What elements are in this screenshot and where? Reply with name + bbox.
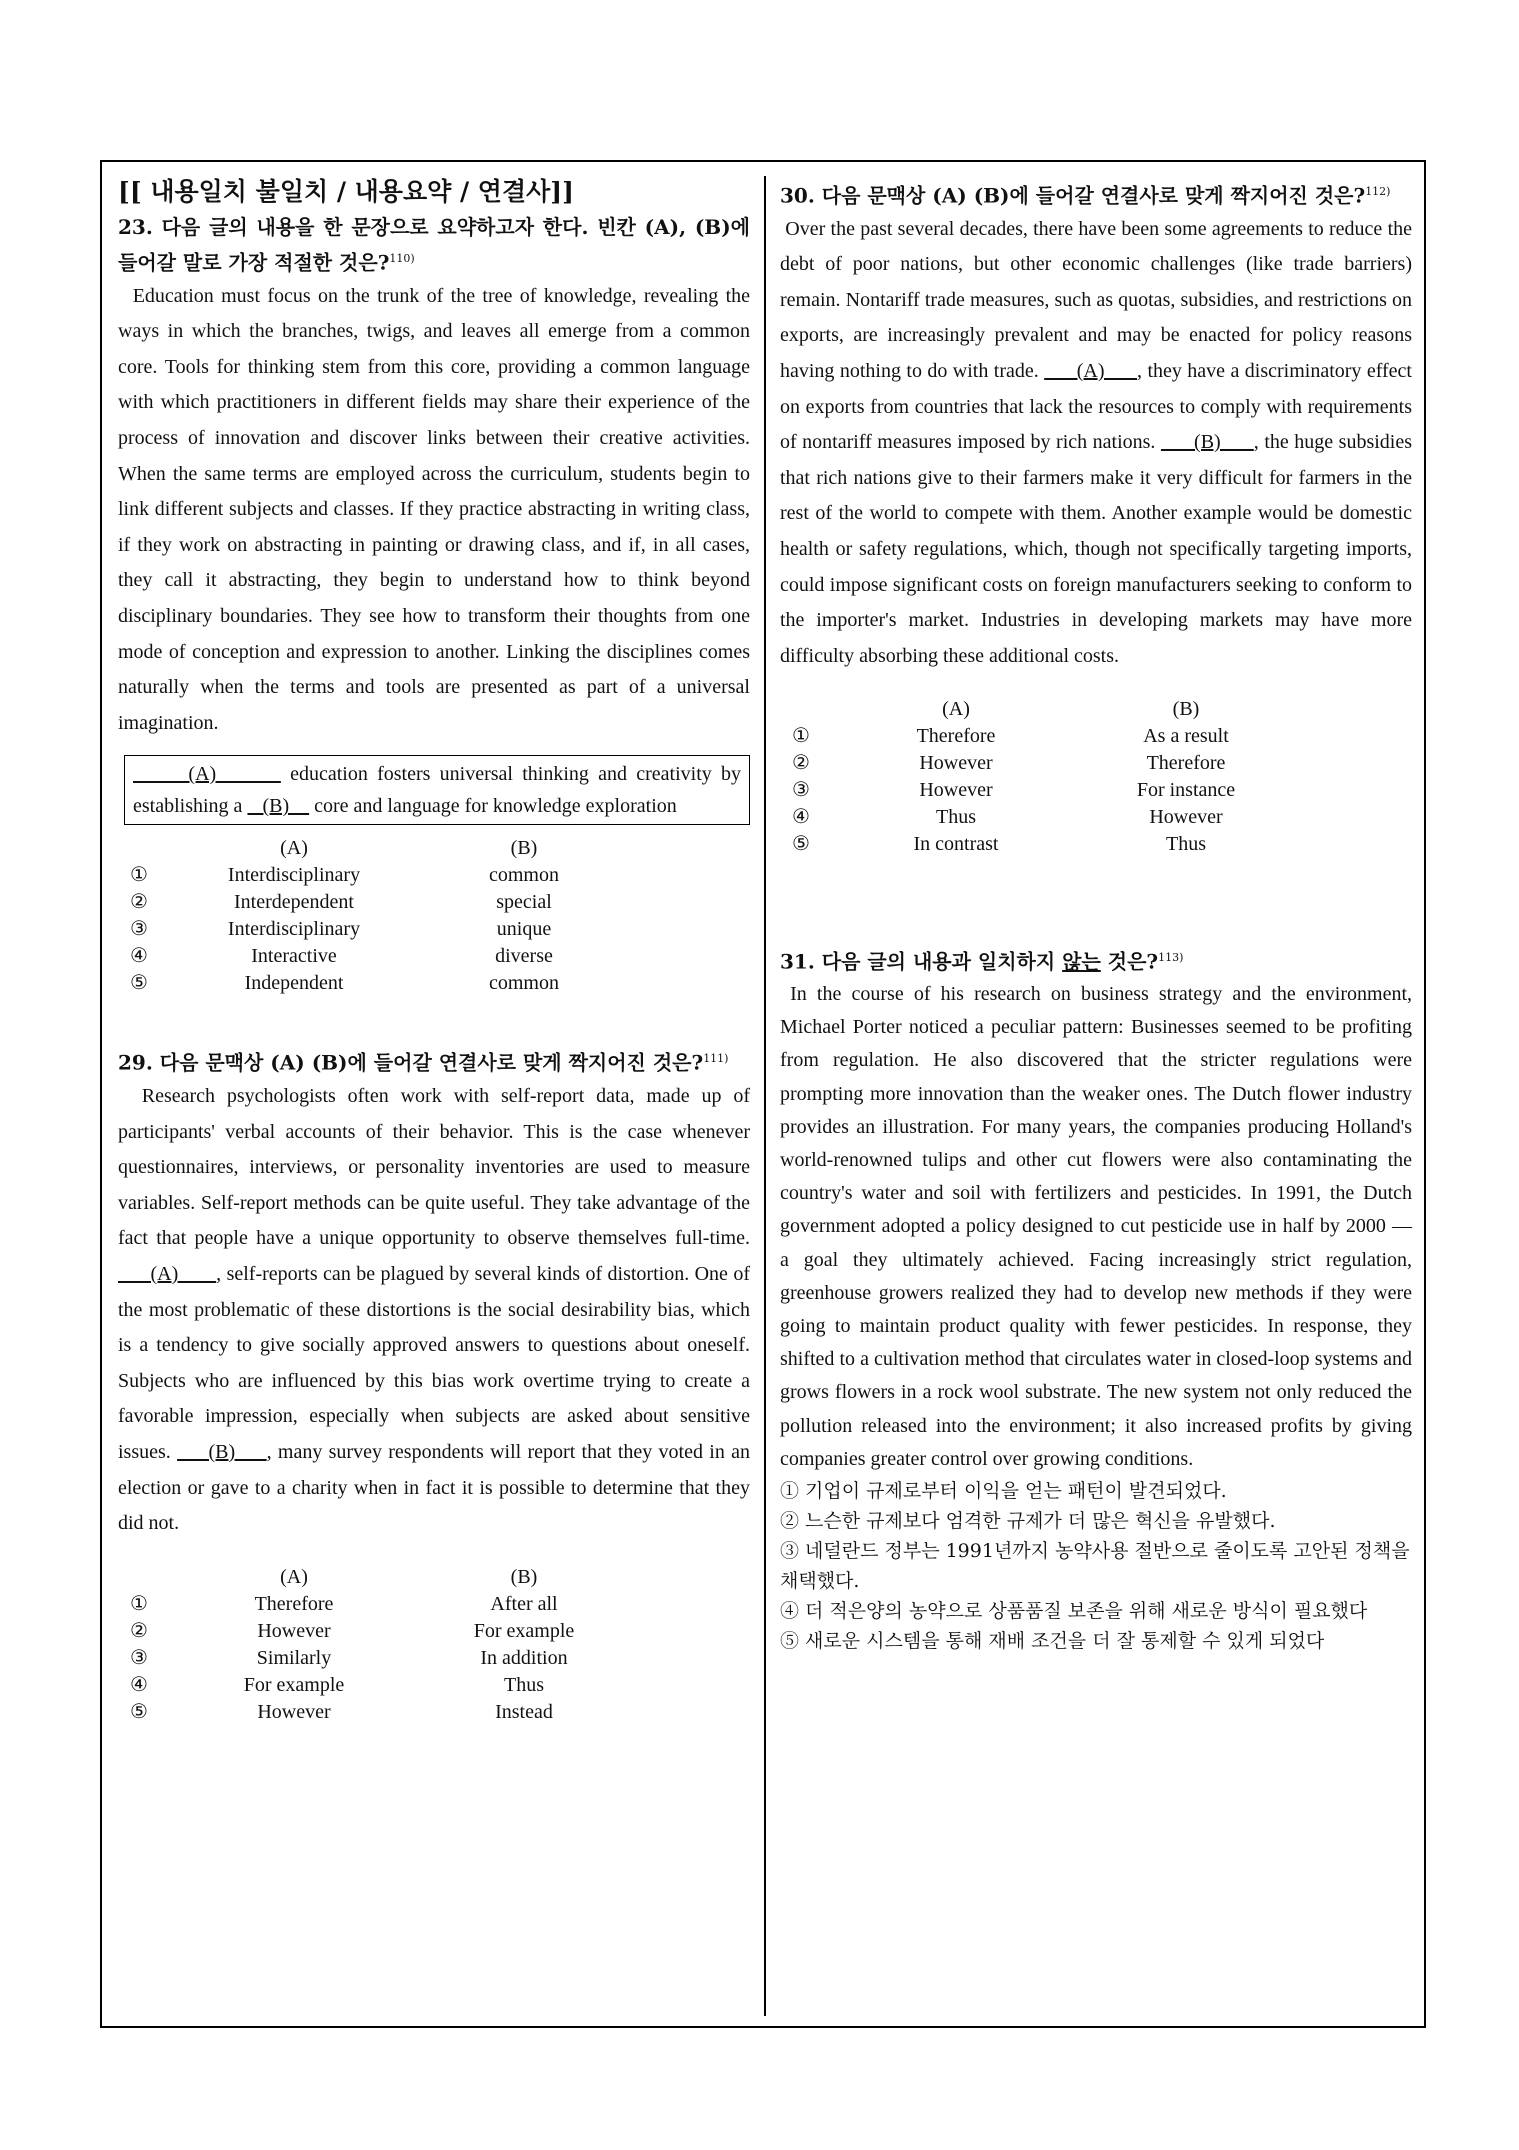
- summary-box: (A) education fosters universal thinking and creativity by establishing a (B) core and language for knowledge exploration: [124, 755, 750, 825]
- question-23-title: 23. 다음 글의 내용을 한 문장으로 요약하고자 한다. 빈칸 (A), (B)에 들어갈 말로 가장 적절한 것은?$^{110)}$: [118, 215, 750, 275]
- answer-option-1[interactable]: ① 기업이 규제로부터 이익을 얻는 패턴이 발견되었다.: [780, 1480, 1227, 1503]
- footnote-marker: 110): [389, 252, 415, 265]
- blank-a: (A): [133, 763, 281, 786]
- choice-row[interactable]: ② However For example: [130, 1619, 575, 1642]
- question-30-passage: Over the past several decades, there have been some agreements to reduce the debt of poor nations, but other economic challenges (like trade barriers) remain. Nontariff trade measures, such as quotas, subsidies, and restrictions on exports, are increasingly prevalent and may be enacted for policy reasons having nothing to do with trade. (A) , they have a discriminatory effect on exports from countries that lack the resources to comply with requirements of nontariff measures imposed by rich nations. (B) , the huge subsidies that rich nations give to their farmers make it very difficult for farmers in the rest of the world to compete with them. Another example would be domestic health or safety regulations, which, though not specifically targeting imports, could impose significant costs on foreign manufacturers seeking to conform to the importer's market. Industries in developing markets may have more difficulty absorbing these additional costs.: [780, 217, 1413, 667]
- question-29-choices: [130, 1564, 634, 1726]
- choice-row[interactable]: ③ Similarly In addition: [130, 1646, 568, 1669]
- blank-a: (A): [1044, 360, 1138, 383]
- choices-header: (A) (B): [942, 698, 1200, 721]
- choice-row[interactable]: ⑤ Independent common: [130, 972, 559, 995]
- question-31-title: 31. 다음 글의 내용과 일치하지 않는 것은?$^{113)}$: [780, 950, 1184, 975]
- question-23: [118, 212, 750, 997]
- column-divider: [764, 176, 766, 2016]
- choice-row[interactable]: ④ Interactive diverse: [130, 945, 553, 968]
- section-title: [[ 내용일치 불일치 / 내용요약 / 연결사]]: [118, 177, 574, 206]
- choice-row[interactable]: ③ However For instance: [792, 779, 1236, 802]
- footnote-marker: 111): [703, 1052, 729, 1066]
- question-31: [780, 942, 1412, 1656]
- question-31-passage: In the course of his research on business strategy and the environment, Michael Porter noticed a peculiar pattern: Businesses seemed to be profiting from regulation. He also discovered that the stricter regulations were prompting more innovation than the weaker ones. The Dutch flower industry provides an illustration. For many years, the companies producing Holland's world-renowned tulips and other cut flowers were also contaminating the country's water and soil with fertilizers and pesticides. In 1991, the Dutch government adopted a policy designed to cut pesticide use in half by 2000 — a goal they ultimately achieved. Facing increasingly strict regulation, greenhouse growers realized they had to develop new methods if they were going to maintain product quality with fewer pesticides. In response, they shifted to a cultivation method that circulates water in closed-loop systems and grows flowers in a rock wool substrate. The new system not only reduced the pollution released into the environment; it also increased profits by giving companies greater control over growing conditions.: [780, 983, 1413, 1470]
- choice-row[interactable]: ② However Therefore: [792, 752, 1226, 775]
- blank-b: (B): [1160, 431, 1254, 454]
- choice-row[interactable]: ① Therefore After all: [130, 1592, 558, 1615]
- answer-option-2[interactable]: ② 느슨한 규제보다 엄격한 규제가 더 많은 혁신을 유발했다.: [780, 1510, 1276, 1533]
- answer-option-4[interactable]: ④ 더 적은양의 농약으로 상품품질 보존을 위해 새로운 방식이 필요했다: [780, 1600, 1368, 1623]
- question-29-passage: Research psychologists often work with self-report data, made up of participants' verbal accounts of their behavior. This is the case whenever questionnaires, interviews, or personality inventories are used to measure variables. Self-report methods can be quite useful. They take advantage of the fact that people have a unique opportunity to observe themselves full-time. (A) , self-reports can be plagued by several kinds of distortion. One of the most problematic of these distortions is the social desirability bias, which is a tendency to give socially approved answers to questions about oneself. Subjects who are influenced by this bias work overtime trying to create a favorable impression, especially when subjects are asked about sensitive issues. (B) , many survey respondents will report that they voted in an election or gave to a charity when in fact it is possible to determine that they did not.: [118, 1085, 751, 1535]
- choices-header: (A) (B): [280, 837, 538, 860]
- blank-b: (B): [247, 795, 310, 818]
- choice-row[interactable]: ④ For example Thus: [130, 1673, 544, 1696]
- question-30-title: 30. 다음 문맥상 (A) (B)에 들어갈 연결사로 맞게 짝지어진 것은?$^{112)}$: [780, 183, 1391, 208]
- question-29: [118, 1043, 750, 1725]
- worksheet-frame: [100, 160, 1426, 2028]
- choice-row[interactable]: ④ Thus However: [792, 806, 1223, 829]
- blank-b: (B): [177, 1440, 267, 1463]
- blank-a: (A): [118, 1263, 217, 1285]
- choice-row[interactable]: ⑤ In contrast Thus: [792, 833, 1206, 856]
- answer-option-3[interactable]: ③ 네덜란드 정부는 1991년까지 농약사용 절반으로 줄이도록 고안된 정책을 채택했다.: [780, 1540, 1410, 1593]
- choice-row[interactable]: ② Interdependent special: [130, 891, 552, 914]
- question-29-title: 29. 다음 문맥상 (A) (B)에 들어갈 연결사로 맞게 짝지어진 것은?$^{111)}$: [118, 1051, 729, 1076]
- left-column: [118, 176, 750, 1726]
- choice-row[interactable]: ③ Interdisciplinary unique: [130, 918, 552, 941]
- choices-header: (A) (B): [280, 1565, 538, 1588]
- choice-row[interactable]: ① Interdisciplinary common: [130, 864, 559, 887]
- right-column: [780, 176, 1412, 1656]
- question-23-passage: Education must focus on the trunk of the tree of knowledge, revealing the ways in which the branches, twigs, and leaves all emerge from a common core. Tools for thinking stem from this core, providing a common language with which practitioners in different fields may share their experience of the process of innovation and discover links between their creative activities. When the same terms are employed across the curriculum, students begin to link different subjects and classes. If they practice abstracting in writing class, if they work on abstracting in painting or drawing class, and if, in all cases, they call it abstracting, they begin to understand how to think beyond disciplinary boundaries. They see how to transform their thoughts from one mode of conception and expression to another. Linking the disciplines comes naturally when the terms and tools are presented as part of a universal imagination.: [118, 284, 750, 734]
- choice-row[interactable]: ① Therefore As a result: [792, 725, 1229, 748]
- answer-option-5[interactable]: ⑤ 새로운 시스템을 통해 재배 조건을 더 잘 통제할 수 있게 되었다: [780, 1630, 1325, 1653]
- question-30: [780, 176, 1412, 858]
- emphasis-underline: 않는: [1062, 950, 1101, 975]
- footnote-marker: 113): [1158, 951, 1184, 965]
- question-30-choices: [792, 696, 1296, 858]
- question-23-choices: [130, 835, 634, 997]
- choice-row[interactable]: ⑤ However Instead: [130, 1700, 553, 1723]
- footnote-marker: 112): [1365, 185, 1391, 198]
